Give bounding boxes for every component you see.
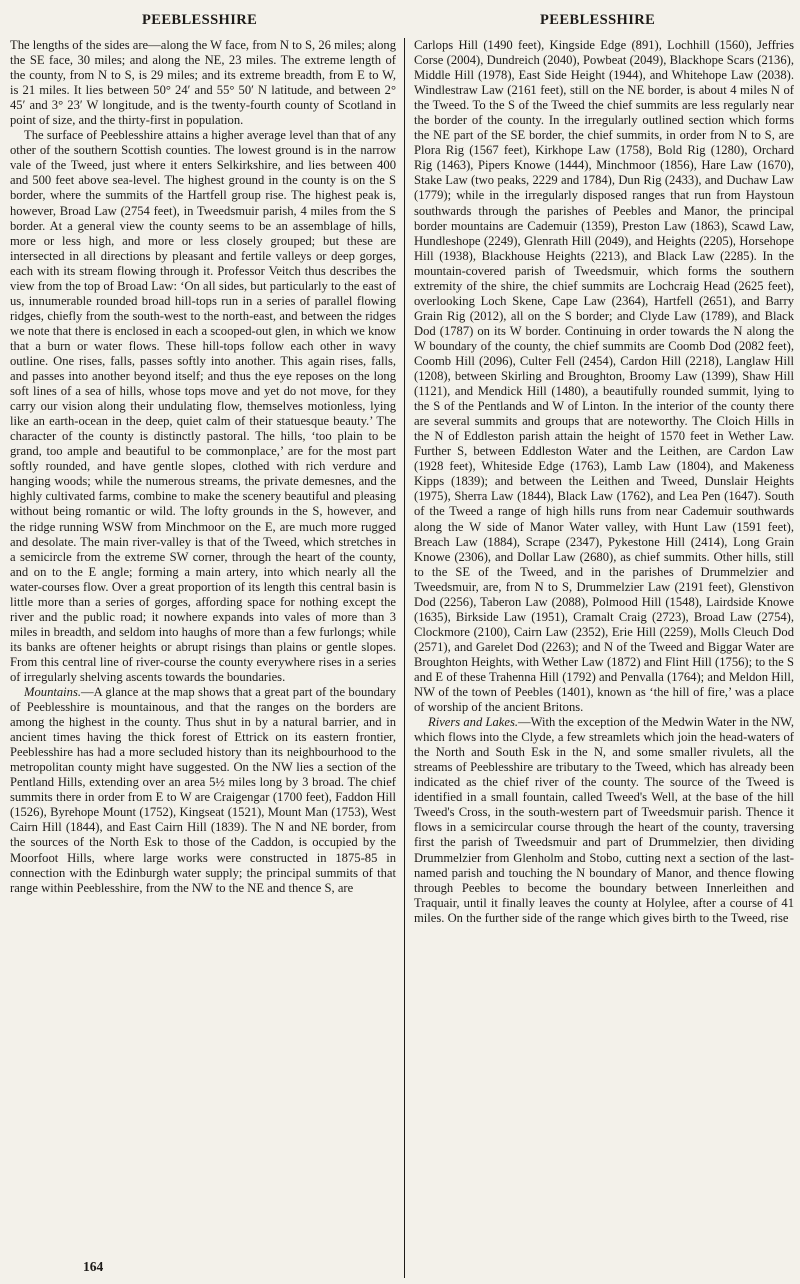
right-column: [414, 38, 794, 1270]
paragraph-summits: Carlops Hill (1490 feet), Kingside Edge (891), Lochhill (1560), Jeffries Corse (2004), Dundreich (2040), Powbeat (2049), Blackhope Scars (2136), Middle Hill (1978), East Side Height (1944), and Whitehope Law (2038). Windlestraw Law (2161 feet), still on the NE border, is about 4 miles N of the Tweed. To the S of the Tweed the chief summits are less regularly near the border of the county. In the irregularly outlined section which forms the NE part of the SE border, the chief summits, in order from N to S, are Plora Rig (1567 feet), Kirkhope Law (1758), Bold Rig (1280), Orchard Rig (1463), Pipers Knowe (1444), Minchmoor (1856), Hare Law (1670), Stake Law (two peaks, 2229 and 1784), Dun Rig (2433), and Duchaw Law (1779); while in the irregularly disposed ranges that run from Haystoun southwards through the parishes of Peebles and Manor, the principal border mountains are Cademuir (1359), Preston Law (1863), Scawd Law, Hundleshope (2249), Glenrath Hill (2049), and Heights (2205), Horsehope Hill (1938), Blackhouse Heights (2213), and Black Law (2285). In the mountain-covered parish of Tweedsmuir, which forms the southern extremity of the shire, the chief summits are Lochcraig Head (2625 feet), overlooking Loch Skene, Cape Law (2364), Hartfell (2651), and Barry Grain Rig (2012), all on the S border; and Clyde Law (1789), and Black Dod (1787) on its W border. Continuing in order towards the N along the W boundary of the county, the chief summits are Coomb Dod (2082 feet), Coomb Hill (2096), Culter Fell (2454), Cardon Hill (2218), Langlaw Hill (1208), between Skirling and Broughton, Broomy Law (1399), Shaw Hill (1121), and Mendick Hill (1480), a beautifully rounded summit, lying to the S of the Pentlands and W of Linton. In the interior of the county there are several summits and groups that are noteworthy. The Cloich Hills in the N of Eddleston parish attain the height of 1570 feet in Wether Law. Further S, between Eddleston Water and the Leithen, are Cardon Law (1928 feet), Whiteside Edge (1763), Lamb Law (1804), and Makeness Kipps (1839); and between the Leithen and Tweed, Dunslair Heights (1975), Sherra Law (1844), Black Law (1762), and Lea Pen (1647). South of the Tweed a range of high hills runs from near Cademuir southwards along the W side of Manor Water valley, with Hunt Law (1591 feet), Breach Law (1884), Scrape (2347), Pykestone Hill (2414), Long Grain Knowe (2306), and Dollar Law (2680), as chief summits. Other hills, still to the SE of the Tweed, and in the parishes of Drummelzier and Tweedsmuir, are, from N to S, Drummelzier Law (2191 feet), Glenstivon Dod (2256), Taberon Law (2088), Polmood Hill (1548), Lairdside Knowe (1635), Birkside Law (1951), Cramalt Craig (2723), Broad Law (2754), Clockmore (2100), Cairn Law (2352), Erie Hill (2259), Molls Cleuch Dod (2571), and Garelet Dod (2263); and N of the Tweed and Biggar Water are Broughton Heights, with Wether Law (1872) and Flint Hill (1756); to the S and E of these Trahenna Hill (1792) and Penvalla (1764); and Meldon Hill, NW of the town of Peebles (1401), known as ‘the hill of fire,’ was a place of worship of the ancient Britons.: [414, 38, 794, 715]
section-heading-rivers: Rivers and Lakes.: [428, 715, 519, 730]
page-number: 164: [83, 1259, 104, 1274]
paragraph-mountains: [10, 685, 396, 896]
paragraph-surface: The surface of Peeblesshire attains a higher average level than that of any other of the southern Scottish counties. The lowest ground is in the narrow vale of the Tweed, just where it enters Selkirkshire, and lies between 400 and 500 feet above sea-level. The highest ground in the county is on the S border, where the summits of the Hartfell group rise. The highest peak is, however, Broad Law (2754 feet), in Tweedsmuir parish, 4 miles from the S border. At a general view the county seems to be an assemblage of hills, more or less high, and more or less closely grouped; but these are intersected in all directions by pleasant and fertile valleys or deep gorges, each with its stream flowing through it. Professor Veitch thus describes the view from the top of Broad Law: ‘On all sides, but particularly to the east of us, innumerable rounded broad hill-tops run in a series of parallel flowing ridges, chiefly from the south-west to the north-east, and between the ridges we note that there is enclosed in each a scooped-out glen, in which we know that a burn or water flows. These hill-tops follow each other in wavy outline. One rises, falls, passes softly into another. This again rises, falls, and passes into another beyond itself; and thus the eye reposes on the long soft lines of a sea of hills, whose tops move and yet do not move, for they carry our vision along their undulating flow, themselves motionless, lying like an earth-ocean in the deep, quiet calm of their statuesque beauty.’ The character of the county is distinctly pastoral. The hills, ‘too plain to be grand, too ample and beautiful to be commonplace,’ are for the most part softly rounded, and have gentle slopes, clothed with rich verdure and hanging woods; while the numerous streams, the private demesnes, and the highly cultivated farms, combine to make the scenery beautiful and pleasing without being romantic or wild. The lofty grounds in the S, however, and the ridge running WSW from Minchmoor on the E, are much more rugged and desolate. The main river-valley is that of the Tweed, which stretches in a semicircle from the extreme SW corner, through the heart of the county, and on to the E angle; forming a main artery, into which nearly all the water-courses flow. Over a great proportion of its length this central basin is little more than a series of gorges, affording space for nothing except the river and the public road; it nowhere expands into vales of more than 3 miles in breadth, and seldom into haughs of more than a few furlongs; while its banks are oftener heights or abrupt risings than plains or gentle slopes. From this central line of river-course the county everywhere rises in a series of irregularly shelving ascents towards the boundaries.: [10, 128, 396, 684]
paragraph-rivers-text: —With the exception of the Medwin Water in the NW, which flows into the Clyde, a few streamlets which join the head-waters of the North and South Esk in the N, and some smaller rivulets, all the streams of Peeblesshire are tributary to the Tweed, which has already been indicated as the chief river of the county. The source of the Tweed is identified in a small fountain, called Tweed's Well, at the base of the hill Tweed's Cross, in the south-western part of Tweedsmuir parish. Thence it flows in a semicircular course through the heart of the county, traversing first the parish of Tweedsmuir and part of Drummelzier, then dividing Drummelzier from Glenholm and Stobo, cutting next a section of the last-named parish and touching the N boundary of Manor, and thence flowing through Peebles to become the boundary between Innerleithen and Traquair, until it finally leaves the county at Holylee, after a course of 41 miles. On the further side of the range which gives birth to the Tweed, rise: [414, 715, 794, 925]
paragraph-dimensions: The lengths of the sides are—along the W face, from N to S, 26 miles; along the SE face, 30 miles; and along the NE, 23 miles. The extreme length of the county, from N to S, is 29 miles; and its extreme breadth, from E to W, is 21 miles. It lies between 50° 24′ and 55° 50′ N latitude, and between 2° 45′ and 3° 23′ W longitude, and is the twenty-fourth county of Scotland in point of size, and the thirty-first in population.: [10, 38, 396, 128]
paragraph-rivers: [414, 715, 794, 926]
paragraph-mountains-text: —A glance at the map shows that a great part of the boundary of Peeblesshire is mountainous, and that the ranges on the borders are among the highest in the county. Thus shut in by a natural barrier, and in ancient times having the thick forest of Ettrick on its eastern frontier, Peeblesshire has had a more secluded history than its neighbourhood to the metropolitan county might have suggested. On the NW lies a section of the Pentland Hills, extending over an area 5½ miles long by 3 broad. The chief summits there in order from E to W are Craigengar (1700 feet), Faddon Hill (1526), Byrehope Mount (1752), Kingseat (1521), Mount Man (1753), West Cairn Hill (1844), and East Cairn Hill (1839). The N and NE border, from the sources of the North Esk to those of the Caddon, is occupied by the Moorfoot Hills, where large works were constructed in 1875-85 in connection with the Edinburgh water supply; the principal summits of that range within Peeblesshire, from the NW to the NE and thence S, are: [10, 685, 396, 895]
left-column: [10, 38, 396, 1270]
running-head-left: PEEBLESSHIRE: [142, 12, 258, 28]
column-divider: [404, 38, 405, 1278]
running-head-right: PEEBLESSHIRE: [540, 12, 656, 28]
section-heading-mountains: Mountains.: [24, 685, 82, 700]
